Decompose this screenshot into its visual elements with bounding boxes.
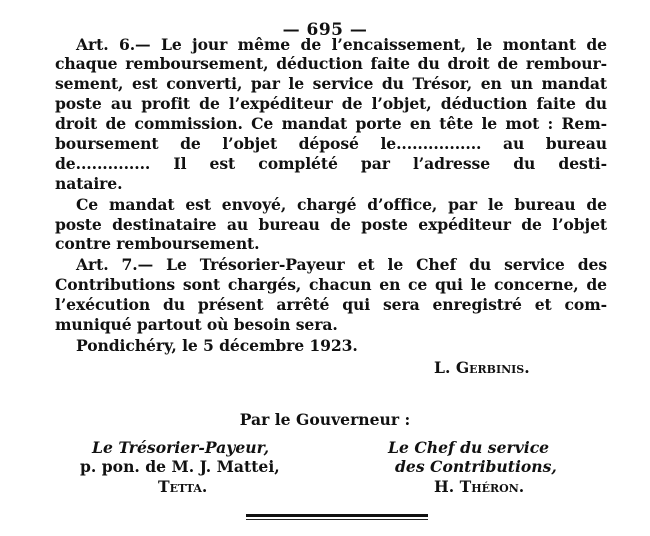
art6-line-3: sement, est converti, par le service du Trésor, en un mandat: [55, 74, 607, 93]
art6-line-6: boursement de l’objet déposé le................ au bureau: [55, 134, 607, 153]
art6-p2-line-1: Ce mandat est envoyé, chargé d’office, par le bureau de: [76, 195, 607, 214]
art6-line-1: Art. 6.— Le jour même de l’encaissement, le montant de: [76, 35, 607, 54]
left-signature-name: Tetta.: [158, 477, 208, 496]
art6-p2-line-2: poste destinataire au bureau de poste expéditeur de l’objet: [55, 215, 607, 234]
art6-line-8: nataire.: [55, 174, 123, 193]
divider-thick-line: [246, 514, 428, 517]
place-date: Pondichéry, le 5 décembre 1923.: [76, 336, 358, 355]
art7-line-3: l’exécution du présent arrêté qui sera enregistré et com-: [55, 295, 607, 314]
left-signature-title: Le Trésorier-Payeur,: [92, 438, 270, 457]
art6-line-4: poste au profit de l’expéditeur de l’objet, déduction faite du: [55, 94, 607, 113]
right-signature-title: Le Chef du service: [388, 438, 550, 457]
art6-line-2: chaque remboursement, déduction faite du droit de rembour-: [55, 54, 607, 73]
art6-line-5: droit de commission. Ce mandat porte en tête le mot : Rem-: [55, 114, 607, 133]
art6-line-7: de.............. Il est complété par l’adresse du desti-: [55, 154, 607, 173]
left-signature-line2: p. pon. de M. J. Mattei,: [80, 457, 280, 476]
right-signature-name: H. Théron.: [434, 477, 525, 496]
divider-thin-line: [246, 519, 428, 520]
section-divider: [246, 514, 428, 520]
art7-line-1: Art. 7.— Le Trésorier-Payeur et le Chef du service des: [76, 255, 607, 274]
art7-line-2: Contributions sont chargés, chacun en ce qui le concerne, de: [55, 275, 607, 294]
page-number: — 695 —: [282, 20, 368, 40]
signatory: L. Gerbinis.: [434, 358, 530, 377]
right-signature-line2: des Contributions,: [395, 457, 557, 476]
art6-p2-line-3: contre remboursement.: [55, 234, 260, 253]
art7-line-4: muniqué partout où besoin sera.: [55, 315, 338, 334]
by-governor: Par le Gouverneur :: [239, 410, 411, 429]
